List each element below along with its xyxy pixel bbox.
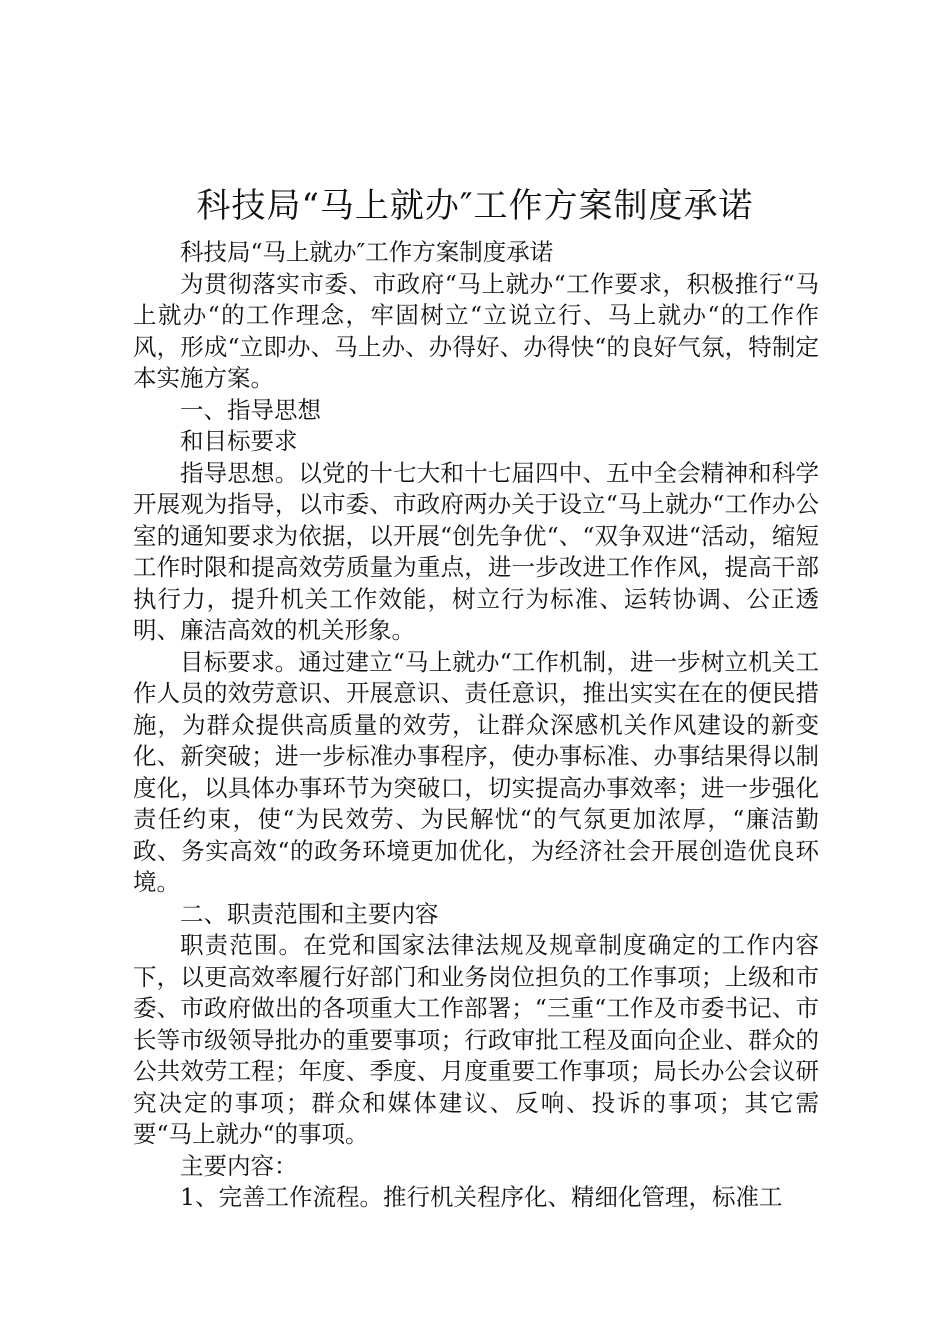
document-title: 科技局“马上就办″工作方案制度承诺 [196,186,754,226]
paragraph-intro: 为贯彻落实市委、市政府“马上就办“工作要求，积极推行“马上就办“的工作理念，牢固树立“立说立行、马上就办“的工作作风，形成“立即办、马上办、办得好、办得快“的良好气氛，特制定本实施方案。 [133,269,819,392]
section-heading-goals: 和目标要求 [180,427,298,455]
paragraph-scope: 职责范围。在党和国家法律法规及规章制度确定的工作内容下，以更高效率履行好部门和业务岗位担负的工作事项；上级和市委、市政府做出的各项重大工作部署；“三重“工作及市委书记、市长等市级领导批办的重要事项；行政审批工程及面向企业、群众的公共效劳工程；年度、季度、月度重要工作事项；局长办公会议研究决定的事项；群众和媒体建议、反响、投诉的事项；其它需要“马上就办“的事项。 [133,931,819,1148]
paragraph-guiding-ideology: 指导思想。以党的十七大和十七届四中、五中全会精神和科学开展观为指导，以市委、市政府两办关于设立“马上就办“工作办公室的通知要求为依据，以开展“创先争优“、“双争双进“活动，缩短工作时限和提高效劳质量为重点，进一步改进工作作风，提高干部执行力，提升机关工作效能，树立行为标准、运转协调、公正透明、廉洁高效的机关形象。 [133,458,819,644]
document-body [133,237,819,1214]
section-heading-guiding-ideology: 一、指导思想 [180,395,321,424]
paragraph-item-1: 1、完善工作流程。推行机关程序化、精细化管理，标准工 [180,1183,783,1211]
paragraph-subtitle: 科技局“马上就办″工作方案制度承诺 [180,238,554,266]
section-heading-scope: 二、职责范围和主要内容 [180,899,439,928]
paragraph-goals: 目标要求。通过建立“马上就办“工作机制，进一步树立机关工作人员的效劳意识、开展意识、责任意识，推出实实在在的便民措施，为群众提供高质量的效劳，让群众深感机关作风建设的新变化、新突破；进一步标准办事程序，使办事标准、办事结果得以制度化，以具体办事环节为突破口，切实提高办事效率；进一步强化责任约束，使“为民效劳、为民解忧“的气氛更加浓厚，“廉洁勤政、务实高效“的政务环境更加优化，为经济社会开展创造优良环境。 [133,647,819,896]
section-heading-main-content: 主要内容： [180,1151,298,1180]
